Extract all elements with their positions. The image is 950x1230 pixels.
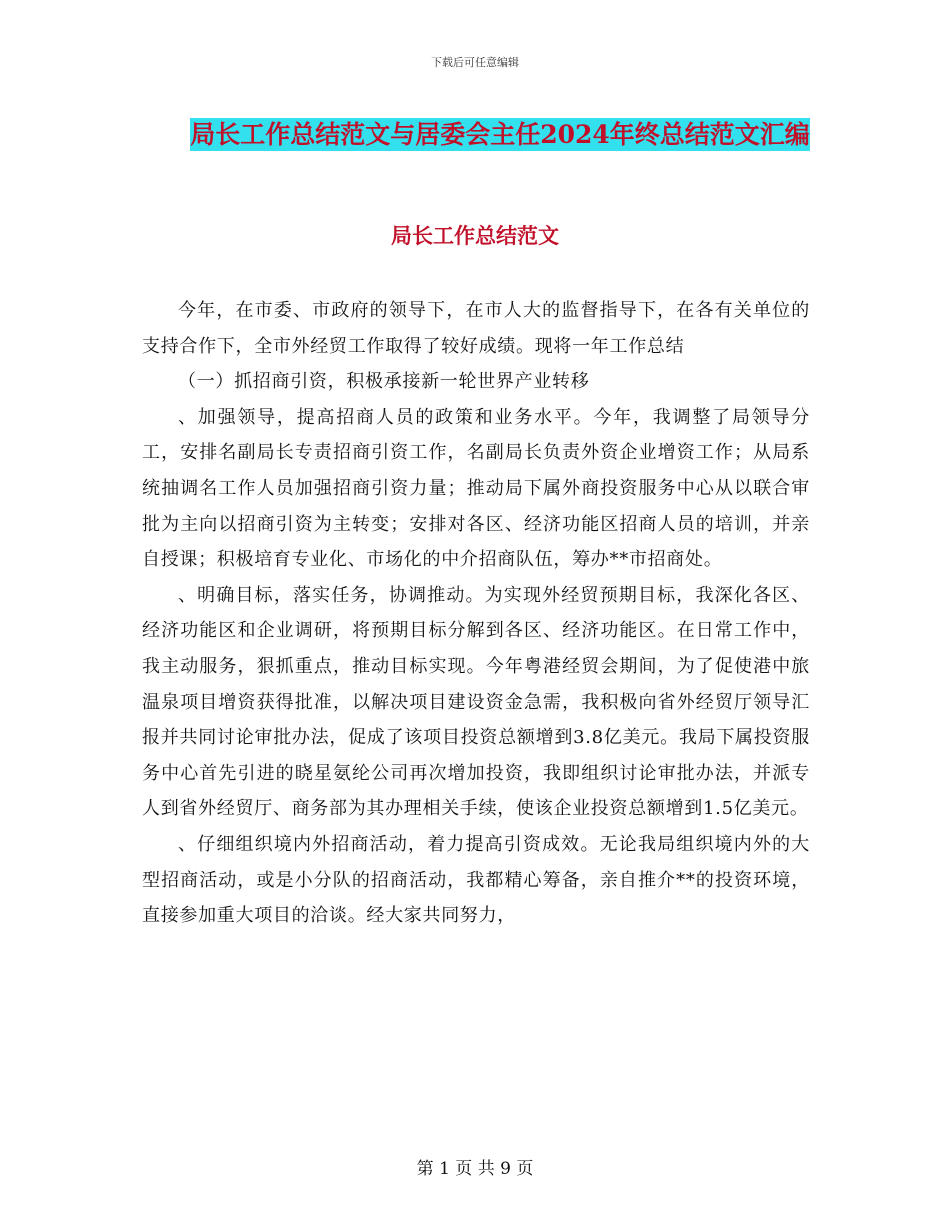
document-title-text: 局长工作总结范文与居委会主任2024年终总结范文汇编 [190, 120, 810, 149]
paragraph-subheading: （一）抓招商引资，积极承接新一轮世界产业转移 [178, 371, 590, 393]
paragraph-leadership: 、加强领导，提高招商人员的政策和业务水平。今年，我调整了局领导分工，安排名副局长专责招商引资工作，名副局长负责外资企业增资工作；从局系统抽调名工作人员加强招商引资力量；推动局下属外商投资服务中心从以联合审批为主向以招商引资为主转变；安排对各区、经济功能区招商人员的培训，并亲自授课；积极培育专业化、市场化的中介招商队伍，筹办**市招商处。 [142, 406, 810, 571]
document-title [188, 112, 812, 158]
document-body [142, 293, 810, 934]
header-note: 下载后可任意编辑 [431, 56, 519, 69]
paragraph-targets: 、明确目标，落实任务，协调推动。为实现外经贸预期目标，我深化各区、经济功能区和企业调研，将预期目标分解到各区、经济功能区。在日常工作中，我主动服务，狠抓重点，推动目标实现。今年粤港经贸会期间，为了促使港中旅温泉项目增资获得批准，以解决项目建设资金急需，我积极向省外经贸厅领导汇报并共同讨论审批办法，促成了该项目投资总额增到3.8亿美元。我局下属投资服务中心首先引进的晓星氨纶公司再次增加投资，我即组织讨论审批办法，并派专人到省外经贸厅、商务部为其办理相关手续，使该企业投资总额增到1.5亿美元。 [142, 584, 810, 820]
paragraph-intro: 今年，在市委、市政府的领导下，在市人大的监督指导下，在各有关单位的支持合作下，全市外经贸工作取得了较好成绩。现将一年工作总结 [142, 300, 810, 357]
page-footer: 第 1 页 共 9 页 [416, 1159, 534, 1179]
section-heading: 局长工作总结范文 [391, 223, 559, 248]
paragraph-activities: 、仔细组织境内外招商活动，着力提高引资成效。无论我局组织境内外的大型招商活动，或是小分队的招商活动，我都精心筹备，亲自推介**的投资环境，直接参加重大项目的洽谈。经大家共同努力， [142, 833, 810, 927]
